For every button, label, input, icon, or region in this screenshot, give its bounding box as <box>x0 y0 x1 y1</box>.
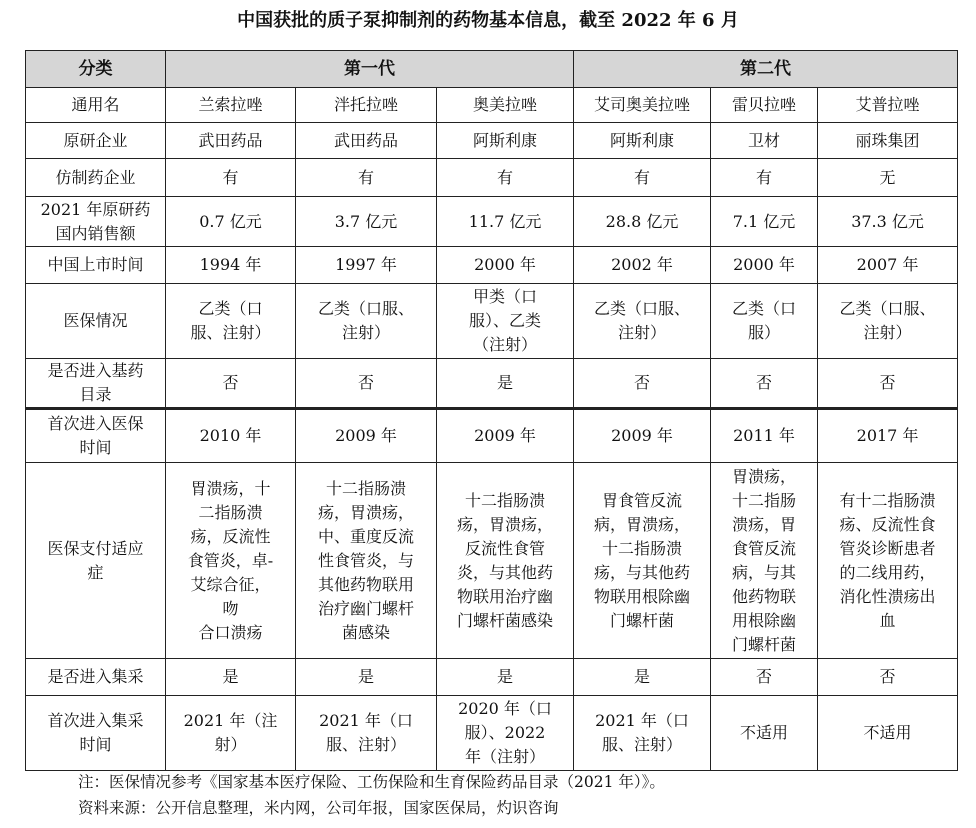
table-cell: 雷贝拉唑 <box>711 88 818 123</box>
table-cell: 2021 年（注 射） <box>166 696 296 771</box>
table-cell: 2000 年 <box>437 247 574 284</box>
ppi-info-table <box>25 50 958 771</box>
row-label: 首次进入集采 时间 <box>26 696 166 771</box>
table-cell: 有 <box>296 159 437 197</box>
table-cell: 乙类（口服、 注射） <box>818 284 958 359</box>
table-cell: 1997 年 <box>296 247 437 284</box>
table-cell: 是 <box>437 659 574 696</box>
table-cell: 胃食管反流 病，胃溃疡， 十二指肠溃 疡，与其他药 物联用根除幽 门螺杆菌 <box>574 463 711 659</box>
table-cell: 十二指肠溃 疡，胃溃疡， 中、重度反流 性食管炎，与 其他药物联用 治疗幽门螺杆 菌感染 <box>296 463 437 659</box>
table-row <box>26 696 958 771</box>
row-label: 医保情况 <box>26 284 166 359</box>
table-cell: 2007 年 <box>818 247 958 284</box>
table-cell: 2009 年 <box>437 409 574 463</box>
table-cell: 十二指肠溃 疡，胃溃疡， 反流性食管 炎，与其他药 物联用治疗幽 门螺杆菌感染 <box>437 463 574 659</box>
table-cell: 37.3 亿元 <box>818 197 958 247</box>
table-cell: 2002 年 <box>574 247 711 284</box>
table-cell: 2010 年 <box>166 409 296 463</box>
table-cell: 有 <box>574 159 711 197</box>
table-cell: 2021 年（口 服、注射） <box>574 696 711 771</box>
table-cell: 有 <box>711 159 818 197</box>
table-cell: 胃溃疡， 十二指肠 溃疡，胃 食管反流 病，与其 他药物联 用根除幽 门螺杆菌 <box>711 463 818 659</box>
row-label: 中国上市时间 <box>26 247 166 284</box>
table-cell: 有 <box>166 159 296 197</box>
table-cell: 2009 年 <box>574 409 711 463</box>
table-row <box>26 284 958 359</box>
table-row <box>26 359 958 409</box>
table-cell: 是 <box>166 659 296 696</box>
table-cell: 不适用 <box>818 696 958 771</box>
row-label: 是否进入基药 目录 <box>26 359 166 409</box>
table-cell: 甲类（口 服）、乙类 （注射） <box>437 284 574 359</box>
row-label: 是否进入集采 <box>26 659 166 696</box>
table-cell: 3.7 亿元 <box>296 197 437 247</box>
table-cell: 武田药品 <box>166 123 296 159</box>
table-cell: 2011 年 <box>711 409 818 463</box>
table-cell: 2021 年（口 服、注射） <box>296 696 437 771</box>
table-cell: 兰索拉唑 <box>166 88 296 123</box>
table-row <box>26 409 958 463</box>
table-cell: 有十二指肠溃 疡、反流性食 管炎诊断患者 的二线用药， 消化性溃疡出 血 <box>818 463 958 659</box>
table-cell: 2020 年（口 服）、2022 年（注射） <box>437 696 574 771</box>
table-cell: 28.8 亿元 <box>574 197 711 247</box>
table-cell: 2009 年 <box>296 409 437 463</box>
table-cell: 否 <box>711 359 818 409</box>
table-row <box>26 659 958 696</box>
table-cell: 泮托拉唑 <box>296 88 437 123</box>
table-cell: 丽珠集团 <box>818 123 958 159</box>
table-cell: 武田药品 <box>296 123 437 159</box>
note: 注：医保情况参考《国家基本医疗保险、工伤保险和生育保险药品目录（2021 年）》。 <box>78 773 665 791</box>
table-cell: 乙类（口 服） <box>711 284 818 359</box>
table-cell: 乙类（口服、 注射） <box>574 284 711 359</box>
table-cell: 否 <box>711 659 818 696</box>
row-label: 原研企业 <box>26 123 166 159</box>
header-gen1: 第一代 <box>166 51 574 88</box>
table-row <box>26 247 958 284</box>
table-cell: 阿斯利康 <box>437 123 574 159</box>
table-cell: 是 <box>574 659 711 696</box>
table-cell: 否 <box>818 359 958 409</box>
table-cell: 否 <box>818 659 958 696</box>
table-cell: 否 <box>574 359 711 409</box>
table-cell: 乙类（口 服、注射） <box>166 284 296 359</box>
table-cell: 否 <box>166 359 296 409</box>
row-label: 仿制药企业 <box>26 159 166 197</box>
table-cell: 无 <box>818 159 958 197</box>
table-cell: 1994 年 <box>166 247 296 284</box>
table-title: 中国获批的质子泵抑制剂的药物基本信息，截至 2022 年 6 月 <box>237 10 739 31</box>
source: 资料来源：公开信息整理，米内网，公司年报，国家医保局，灼识咨询 <box>78 799 559 817</box>
header-gen2: 第二代 <box>574 51 958 88</box>
table-cell: 奥美拉唑 <box>437 88 574 123</box>
table-row <box>26 463 958 659</box>
table-row <box>26 197 958 247</box>
table-cell: 是 <box>296 659 437 696</box>
table-cell: 2000 年 <box>711 247 818 284</box>
table-cell: 阿斯利康 <box>574 123 711 159</box>
row-label: 2021 年原研药 国内销售额 <box>26 197 166 247</box>
table-cell: 是 <box>437 359 574 409</box>
row-label: 医保支付适应 症 <box>26 463 166 659</box>
table-cell: 乙类（口服、 注射） <box>296 284 437 359</box>
table-cell: 11.7 亿元 <box>437 197 574 247</box>
table-row <box>26 88 958 123</box>
table-cell: 0.7 亿元 <box>166 197 296 247</box>
table-row <box>26 123 958 159</box>
table-cell: 2017 年 <box>818 409 958 463</box>
table-cell: 艾司奥美拉唑 <box>574 88 711 123</box>
table-cell: 胃溃疡，十 二指肠溃 疡，反流性 食管炎，卓- 艾综合征， 吻 合口溃疡 <box>166 463 296 659</box>
table-row <box>26 159 958 197</box>
table-cell: 7.1 亿元 <box>711 197 818 247</box>
header-category: 分类 <box>26 51 166 88</box>
table-cell: 卫材 <box>711 123 818 159</box>
table-cell: 艾普拉唑 <box>818 88 958 123</box>
table-cell: 否 <box>296 359 437 409</box>
row-label: 首次进入医保 时间 <box>26 409 166 463</box>
row-label: 通用名 <box>26 88 166 123</box>
table-cell: 不适用 <box>711 696 818 771</box>
table-cell: 有 <box>437 159 574 197</box>
